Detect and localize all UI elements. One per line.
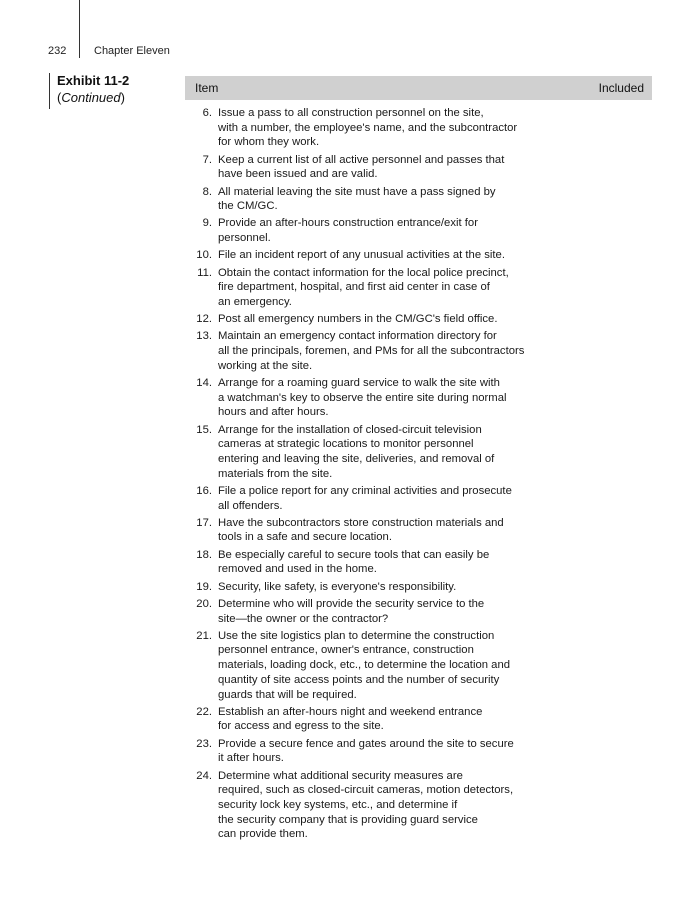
item-number: 9. bbox=[202, 217, 212, 230]
item-text bbox=[218, 185, 585, 214]
item-text-line: materials from the site. bbox=[218, 467, 333, 480]
item-text-line: a watchman's key to observe the entire site during normal bbox=[218, 391, 507, 404]
item-text-line: File an incident report of any unusual activities at the site. bbox=[218, 249, 505, 262]
item-text bbox=[218, 329, 585, 373]
item-number: 13. bbox=[196, 330, 212, 343]
list-item bbox=[185, 423, 585, 482]
item-text bbox=[218, 580, 585, 595]
list-item bbox=[185, 769, 585, 843]
item-text-line: hours and after hours. bbox=[218, 406, 329, 419]
exhibit-label bbox=[49, 73, 129, 109]
item-text-line: guards that will be required. bbox=[218, 688, 357, 701]
item-text bbox=[218, 769, 585, 843]
list-item bbox=[185, 185, 585, 214]
list-item bbox=[185, 597, 585, 626]
item-text-line: Keep a current list of all active personnel and passes that bbox=[218, 153, 505, 166]
item-text-line: personnel entrance, owner's entrance, construction bbox=[218, 644, 474, 657]
item-text-line: Determine what additional security measures are bbox=[218, 769, 463, 782]
list-item bbox=[185, 376, 585, 420]
item-text-line: entering and leaving the site, deliveries, and removal of bbox=[218, 452, 495, 465]
item-text bbox=[218, 106, 585, 150]
list-item bbox=[185, 629, 585, 703]
open-paren: ( bbox=[57, 90, 62, 105]
item-text bbox=[218, 484, 585, 513]
item-number: 21. bbox=[196, 629, 212, 642]
item-text-line: it after hours. bbox=[218, 752, 284, 765]
item-text-line: security lock key systems, etc., and determine if bbox=[218, 798, 458, 811]
item-text-line: Arrange for a roaming guard service to walk the site with bbox=[218, 376, 500, 389]
column-header-item: Item bbox=[195, 81, 219, 95]
table-header bbox=[185, 76, 652, 100]
item-text-line: required, such as closed-circuit cameras, motion detectors, bbox=[218, 784, 514, 797]
item-text-line: tools in a safe and secure location. bbox=[218, 531, 392, 544]
item-text-line: quantity of site access points and the number of security bbox=[218, 673, 500, 686]
item-text-line: Security, like safety, is everyone's responsibility. bbox=[218, 580, 457, 593]
list-item bbox=[185, 516, 585, 545]
list-item bbox=[185, 484, 585, 513]
item-number: 20. bbox=[196, 597, 212, 610]
item-text bbox=[218, 423, 585, 482]
item-text-line: personnel. bbox=[218, 232, 271, 245]
item-text-line: cameras at strategic locations to monitor personnel bbox=[218, 438, 474, 451]
item-number: 6. bbox=[202, 107, 212, 119]
item-text-line: Establish an after-hours night and weekend entrance bbox=[218, 705, 483, 718]
item-text-line: site—the owner or the contractor? bbox=[218, 612, 389, 625]
list-item bbox=[185, 216, 585, 245]
item-text-line: Obtain the contact information for the local police precinct, bbox=[218, 266, 509, 279]
item-number: 16. bbox=[196, 484, 212, 497]
item-text bbox=[218, 597, 585, 626]
item-text-line: the security company that is providing guard service bbox=[218, 813, 478, 826]
item-number: 7. bbox=[202, 153, 212, 166]
list-item bbox=[185, 312, 585, 327]
item-text bbox=[218, 376, 585, 420]
item-text bbox=[218, 705, 585, 734]
exhibit-continued bbox=[57, 89, 129, 107]
item-text-line: Issue a pass to all construction personnel on the site, bbox=[218, 107, 484, 119]
item-text-line: can provide them. bbox=[218, 828, 308, 841]
item-text bbox=[218, 312, 585, 327]
item-text-line: Use the site logistics plan to determine the construction bbox=[218, 629, 495, 642]
item-text-line: for access and egress to the site. bbox=[218, 720, 384, 733]
item-text-line: File a police report for any criminal activities and prosecute bbox=[218, 484, 512, 497]
item-number: 18. bbox=[196, 548, 212, 561]
item-text bbox=[218, 266, 585, 310]
item-text-line: materials, loading dock, etc., to determine the location and bbox=[218, 659, 511, 672]
chapter-title: Chapter Eleven bbox=[94, 45, 170, 57]
item-text-line: All material leaving the site must have a pass signed by bbox=[218, 185, 496, 198]
item-text-line: an emergency. bbox=[218, 295, 292, 308]
item-number: 11. bbox=[197, 266, 212, 279]
item-number: 19. bbox=[196, 580, 212, 593]
list-item bbox=[185, 737, 585, 766]
item-text-line: removed and used in the home. bbox=[218, 563, 377, 576]
list-item bbox=[185, 153, 585, 182]
item-text bbox=[218, 516, 585, 545]
item-text-line: all offenders. bbox=[218, 499, 283, 512]
item-number: 23. bbox=[196, 737, 212, 750]
item-text-line: have been issued and are valid. bbox=[218, 168, 378, 181]
list-item bbox=[185, 548, 585, 577]
checklist-items bbox=[185, 106, 585, 845]
item-text-line: fire department, hospital, and first aid center in case of bbox=[218, 281, 490, 294]
item-number: 22. bbox=[196, 705, 212, 718]
item-text bbox=[218, 248, 585, 263]
item-number: 14. bbox=[196, 376, 212, 389]
item-number: 17. bbox=[196, 516, 212, 529]
page-number: 232 bbox=[48, 45, 67, 57]
item-text bbox=[218, 548, 585, 577]
item-number: 24. bbox=[196, 769, 212, 782]
item-text-line: Arrange for the installation of closed-circuit television bbox=[218, 423, 482, 436]
item-text-line: all the principals, foremen, and PMs for all the subcontractors bbox=[218, 345, 525, 358]
item-number: 15. bbox=[196, 423, 212, 436]
list-item bbox=[185, 329, 585, 373]
item-text-line: Have the subcontractors store construction materials and bbox=[218, 516, 504, 529]
item-text bbox=[218, 629, 585, 703]
continued-text: Continued bbox=[61, 90, 121, 105]
item-text bbox=[218, 216, 585, 245]
item-text-line: with a number, the employee's name, and the subcontractor bbox=[218, 121, 518, 134]
list-item bbox=[185, 705, 585, 734]
list-item bbox=[185, 580, 585, 595]
item-text bbox=[218, 153, 585, 182]
item-text bbox=[218, 737, 585, 766]
column-header-included: Included bbox=[598, 81, 644, 95]
item-text-line: the CM/GC. bbox=[218, 200, 278, 213]
item-number: 10. bbox=[196, 249, 212, 262]
list-item bbox=[185, 106, 585, 150]
item-text-line: for whom they work. bbox=[218, 136, 320, 149]
item-number: 12. bbox=[196, 313, 212, 326]
item-text-line: Provide a secure fence and gates around the site to secure bbox=[218, 737, 514, 750]
item-text-line: Post all emergency numbers in the CM/GC's field office. bbox=[218, 313, 498, 326]
item-text-line: Determine who will provide the security service to the bbox=[218, 597, 485, 610]
item-text-line: Provide an after-hours construction entrance/exit for bbox=[218, 217, 478, 230]
header-rule bbox=[79, 0, 80, 58]
item-text-line: working at the site. bbox=[218, 359, 313, 372]
exhibit-title: Exhibit 11-2 bbox=[57, 73, 130, 88]
list-item bbox=[185, 266, 585, 310]
item-text-line: Maintain an emergency contact information directory for bbox=[218, 330, 497, 343]
close-paren: ) bbox=[120, 90, 125, 105]
item-number: 8. bbox=[202, 185, 212, 198]
item-text-line: Be especially careful to secure tools that can easily be bbox=[218, 548, 490, 561]
list-item bbox=[185, 248, 585, 263]
